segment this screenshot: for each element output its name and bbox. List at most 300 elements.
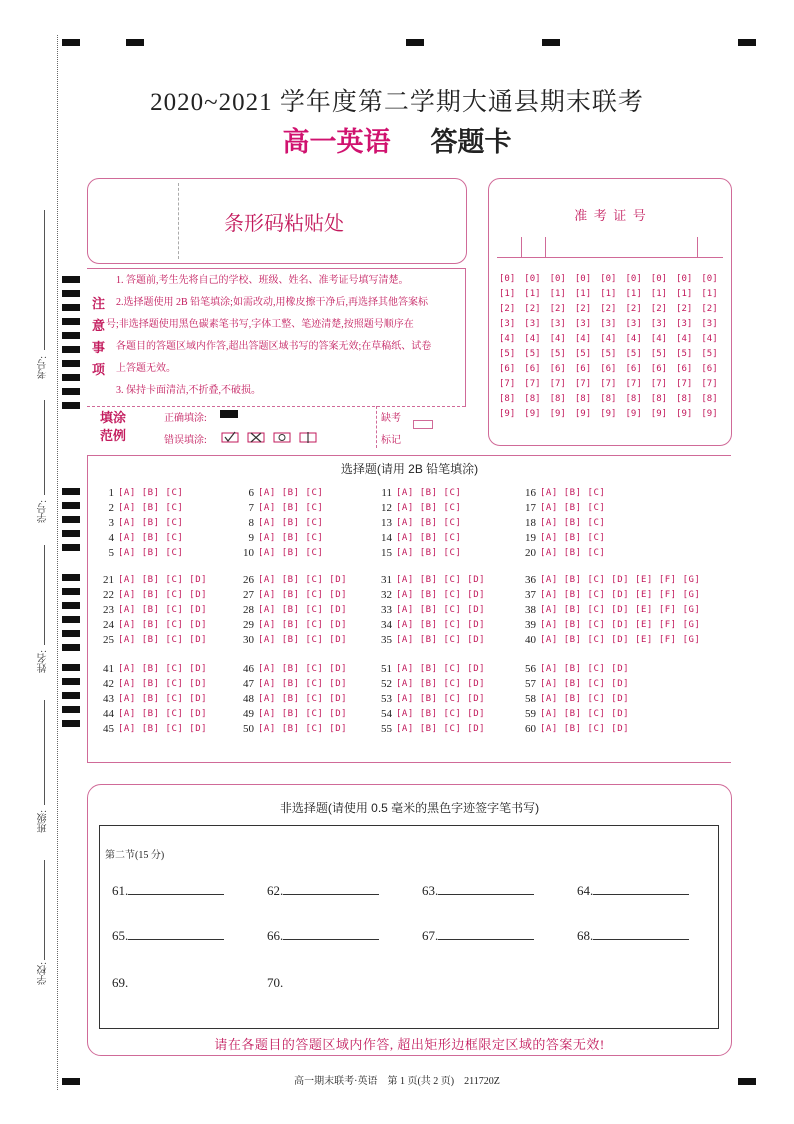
exam-id-bubble[interactable]: [6] bbox=[499, 364, 516, 374]
exam-id-bubble[interactable]: [4] bbox=[676, 334, 693, 344]
answer-bubble[interactable]: [D] bbox=[611, 678, 630, 689]
answer-bubble[interactable]: [D] bbox=[611, 723, 630, 734]
exam-id-bubble[interactable]: [0] bbox=[701, 274, 718, 284]
answer-bubble[interactable]: [C] bbox=[443, 723, 462, 734]
answer-bubble[interactable]: [D] bbox=[467, 678, 486, 689]
answer-bubble[interactable]: [G] bbox=[682, 634, 701, 645]
answer-bubble[interactable]: [B] bbox=[419, 589, 438, 600]
answer-bubble[interactable]: [A] bbox=[396, 517, 414, 528]
answer-bubble[interactable]: [B] bbox=[141, 517, 160, 528]
answer-bubble[interactable]: [A] bbox=[118, 619, 136, 630]
exam-id-bubble[interactable]: [3] bbox=[676, 319, 693, 329]
answer-bubble[interactable]: [B] bbox=[281, 708, 300, 719]
exam-id-bubble[interactable]: [1] bbox=[524, 289, 541, 299]
answer-bubble[interactable]: [B] bbox=[563, 547, 582, 558]
exam-id-bubble[interactable]: [7] bbox=[499, 379, 516, 389]
exam-id-bubble[interactable]: [5] bbox=[701, 349, 718, 359]
exam-id-bubble[interactable]: [8] bbox=[701, 394, 718, 404]
answer-bubble[interactable]: [C] bbox=[305, 487, 324, 498]
answer-bubble[interactable]: [B] bbox=[563, 663, 582, 674]
exam-id-bubble[interactable]: [0] bbox=[499, 274, 516, 284]
answer-bubble[interactable]: [A] bbox=[258, 604, 276, 615]
exam-id-bubble[interactable]: [6] bbox=[676, 364, 693, 374]
exam-id-bubble[interactable]: [3] bbox=[499, 319, 516, 329]
answer-bubble[interactable]: [C] bbox=[305, 502, 324, 513]
exam-id-bubble[interactable]: [4] bbox=[650, 334, 668, 344]
answer-bubble[interactable]: [B] bbox=[141, 532, 160, 543]
answer-bubble[interactable]: [B] bbox=[281, 604, 300, 615]
exam-id-column[interactable] bbox=[651, 272, 671, 422]
answer-bubble[interactable]: [D] bbox=[189, 663, 208, 674]
answer-bubble[interactable]: [C] bbox=[443, 604, 462, 615]
answer-bubble[interactable]: [C] bbox=[587, 502, 606, 513]
answer-bubble[interactable]: [D] bbox=[189, 693, 208, 704]
answer-bubble[interactable]: [C] bbox=[587, 589, 606, 600]
exam-id-bubble[interactable]: [3] bbox=[574, 319, 592, 329]
answer-bubble[interactable]: [C] bbox=[443, 678, 462, 689]
exam-id-bubble[interactable]: [1] bbox=[600, 289, 617, 299]
answer-bubble[interactable]: [C] bbox=[165, 723, 184, 734]
exam-id-bubble[interactable]: [3] bbox=[600, 319, 617, 329]
answer-bubble[interactable]: [A] bbox=[396, 723, 414, 734]
answer-bubble[interactable]: [A] bbox=[258, 589, 276, 600]
exam-id-bubble[interactable]: [4] bbox=[574, 334, 592, 344]
exam-id-bubble[interactable]: [4] bbox=[524, 334, 541, 344]
answer-bubble[interactable]: [D] bbox=[467, 619, 486, 630]
exam-id-bubble[interactable]: [9] bbox=[650, 409, 668, 419]
exam-id-bubble[interactable]: [7] bbox=[549, 379, 566, 389]
exam-id-bubble[interactable]: [0] bbox=[600, 274, 617, 284]
answer-bubble[interactable]: [C] bbox=[305, 547, 324, 558]
answer-bubble[interactable]: [B] bbox=[281, 589, 300, 600]
exam-id-bubble[interactable]: [3] bbox=[701, 319, 718, 329]
exam-id-column[interactable] bbox=[701, 272, 721, 422]
answer-bubble[interactable]: [B] bbox=[281, 619, 300, 630]
exam-id-bubble[interactable]: [3] bbox=[625, 319, 642, 329]
answer-bubble[interactable]: [B] bbox=[281, 678, 300, 689]
answer-bubble[interactable]: [D] bbox=[329, 678, 348, 689]
exam-id-bubble[interactable]: [9] bbox=[549, 409, 566, 419]
answer-bubble[interactable]: [A] bbox=[540, 487, 558, 498]
exam-id-bubble[interactable]: [2] bbox=[524, 304, 541, 314]
answer-bubble[interactable]: [A] bbox=[118, 693, 136, 704]
answer-bubble[interactable]: [B] bbox=[563, 517, 582, 528]
answer-bubble[interactable]: [D] bbox=[611, 693, 630, 704]
answer-bubble[interactable]: [D] bbox=[329, 723, 348, 734]
answer-bubble[interactable]: [B] bbox=[141, 619, 160, 630]
answer-bubble[interactable]: [B] bbox=[563, 619, 582, 630]
answer-bubble[interactable]: [D] bbox=[329, 708, 348, 719]
exam-id-column[interactable] bbox=[524, 272, 544, 422]
answer-bubble[interactable]: [C] bbox=[587, 634, 606, 645]
exam-id-bubble[interactable]: [5] bbox=[676, 349, 693, 359]
answer-bubble[interactable]: [B] bbox=[141, 708, 160, 719]
answer-bubble[interactable]: [D] bbox=[189, 723, 208, 734]
answer-bubble[interactable]: [D] bbox=[467, 574, 486, 585]
exam-id-bubble[interactable]: [6] bbox=[650, 364, 668, 374]
answer-bubble[interactable]: [A] bbox=[258, 487, 276, 498]
answer-bubble[interactable]: [A] bbox=[258, 723, 276, 734]
answer-bubble[interactable]: [C] bbox=[587, 547, 606, 558]
exam-id-bubble[interactable]: [7] bbox=[625, 379, 642, 389]
answer-bubble[interactable]: [B] bbox=[281, 634, 300, 645]
answer-bubble[interactable]: [A] bbox=[258, 634, 276, 645]
answer-bubble[interactable]: [B] bbox=[141, 502, 160, 513]
answer-bubble[interactable]: [C] bbox=[165, 574, 184, 585]
answer-bubble[interactable]: [A] bbox=[540, 723, 558, 734]
answer-bubble[interactable]: [B] bbox=[141, 589, 160, 600]
exam-id-bubble[interactable]: [9] bbox=[676, 409, 693, 419]
exam-id-bubble[interactable]: [1] bbox=[625, 289, 642, 299]
exam-id-bubble[interactable]: [0] bbox=[676, 274, 693, 284]
exam-id-entry-row[interactable] bbox=[497, 237, 723, 258]
exam-id-bubble[interactable]: [2] bbox=[676, 304, 693, 314]
answer-bubble[interactable]: [B] bbox=[419, 678, 438, 689]
exam-id-bubble[interactable]: [7] bbox=[574, 379, 592, 389]
answer-bubble[interactable]: [D] bbox=[189, 708, 208, 719]
answer-bubble[interactable]: [A] bbox=[118, 574, 136, 585]
exam-id-bubble[interactable]: [9] bbox=[701, 409, 718, 419]
exam-id-bubble[interactable]: [2] bbox=[574, 304, 592, 314]
answer-bubble[interactable]: [B] bbox=[141, 487, 160, 498]
exam-id-column[interactable] bbox=[626, 272, 646, 422]
answer-bubble[interactable]: [C] bbox=[165, 678, 184, 689]
answer-bubble[interactable]: [B] bbox=[419, 487, 438, 498]
answer-bubble[interactable]: [C] bbox=[305, 663, 324, 674]
answer-blank[interactable] bbox=[593, 926, 689, 940]
exam-id-bubble[interactable]: [4] bbox=[600, 334, 617, 344]
answer-bubble[interactable]: [C] bbox=[305, 619, 324, 630]
answer-bubble[interactable]: [A] bbox=[118, 589, 136, 600]
answer-bubble[interactable]: [A] bbox=[396, 693, 414, 704]
answer-bubble[interactable]: [A] bbox=[118, 487, 136, 498]
answer-bubble[interactable]: [D] bbox=[467, 604, 486, 615]
answer-bubble[interactable]: [A] bbox=[540, 708, 558, 719]
exam-id-bubble[interactable]: [1] bbox=[499, 289, 516, 299]
answer-bubble[interactable]: [A] bbox=[258, 619, 276, 630]
exam-id-bubble[interactable]: [2] bbox=[625, 304, 642, 314]
answer-bubble[interactable]: [A] bbox=[396, 532, 414, 543]
answer-bubble[interactable]: [A] bbox=[258, 678, 276, 689]
answer-bubble[interactable]: [D] bbox=[467, 723, 486, 734]
answer-bubble[interactable]: [C] bbox=[165, 663, 184, 674]
answer-bubble[interactable]: [A] bbox=[396, 487, 414, 498]
answer-bubble[interactable]: [D] bbox=[329, 634, 348, 645]
exam-id-bubble[interactable]: [0] bbox=[524, 274, 541, 284]
answer-bubble[interactable]: [C] bbox=[587, 693, 606, 704]
answer-bubble[interactable]: [E] bbox=[635, 634, 653, 645]
exam-id-bubble[interactable]: [0] bbox=[549, 274, 566, 284]
answer-bubble[interactable]: [C] bbox=[165, 634, 184, 645]
answer-bubble[interactable]: [A] bbox=[258, 663, 276, 674]
answer-bubble[interactable]: [A] bbox=[258, 532, 276, 543]
exam-id-bubble[interactable]: [9] bbox=[499, 409, 516, 419]
answer-bubble[interactable]: [D] bbox=[189, 604, 208, 615]
answer-blank[interactable] bbox=[283, 926, 379, 940]
answer-bubble[interactable]: [A] bbox=[540, 663, 558, 674]
answer-bubble[interactable]: [A] bbox=[258, 502, 276, 513]
exam-id-bubble[interactable]: [1] bbox=[549, 289, 566, 299]
exam-id-column[interactable] bbox=[499, 272, 519, 422]
exam-id-column[interactable] bbox=[550, 272, 570, 422]
answer-bubble[interactable]: [B] bbox=[419, 663, 438, 674]
answer-bubble[interactable]: [B] bbox=[419, 708, 438, 719]
answer-bubble[interactable]: [C] bbox=[587, 532, 606, 543]
answer-bubble[interactable]: [C] bbox=[443, 693, 462, 704]
answer-bubble[interactable]: [C] bbox=[443, 634, 462, 645]
answer-bubble[interactable]: [B] bbox=[141, 693, 160, 704]
answer-bubble[interactable]: [D] bbox=[329, 619, 348, 630]
exam-id-bubble[interactable]: [5] bbox=[524, 349, 541, 359]
answer-bubble[interactable]: [A] bbox=[396, 502, 414, 513]
answer-bubble[interactable]: [C] bbox=[165, 502, 184, 513]
answer-bubble[interactable]: [C] bbox=[587, 604, 606, 615]
answer-bubble[interactable]: [A] bbox=[118, 634, 136, 645]
exam-id-bubble[interactable]: [2] bbox=[499, 304, 516, 314]
answer-bubble[interactable]: [A] bbox=[396, 589, 414, 600]
answer-bubble[interactable]: [A] bbox=[258, 547, 276, 558]
answer-bubble[interactable]: [C] bbox=[305, 634, 324, 645]
answer-bubble[interactable]: [A] bbox=[118, 723, 136, 734]
answer-bubble[interactable]: [B] bbox=[419, 502, 438, 513]
answer-bubble[interactable]: [B] bbox=[419, 532, 438, 543]
answer-bubble[interactable]: [C] bbox=[587, 487, 606, 498]
answer-bubble[interactable]: [B] bbox=[141, 547, 160, 558]
exam-id-bubble[interactable]: [0] bbox=[650, 274, 668, 284]
answer-bubble[interactable]: [C] bbox=[443, 532, 462, 543]
exam-id-bubble[interactable]: [9] bbox=[524, 409, 541, 419]
answer-bubble[interactable]: [B] bbox=[141, 604, 160, 615]
exam-id-bubble[interactable]: [5] bbox=[574, 349, 592, 359]
answer-bubble[interactable]: [F] bbox=[658, 574, 677, 585]
answer-blank[interactable] bbox=[128, 881, 224, 895]
exam-id-bubble[interactable]: [8] bbox=[499, 394, 516, 404]
exam-id-bubble[interactable]: [8] bbox=[625, 394, 642, 404]
answer-bubble[interactable]: [D] bbox=[329, 574, 348, 585]
answer-bubble[interactable]: [D] bbox=[467, 693, 486, 704]
answer-bubble[interactable]: [D] bbox=[611, 619, 630, 630]
answer-bubble[interactable]: [B] bbox=[563, 634, 582, 645]
answer-bubble[interactable]: [A] bbox=[396, 663, 414, 674]
answer-bubble[interactable]: [G] bbox=[682, 574, 701, 585]
answer-bubble[interactable]: [C] bbox=[587, 574, 606, 585]
answer-bubble[interactable]: [D] bbox=[611, 708, 630, 719]
answer-bubble[interactable]: [A] bbox=[396, 634, 414, 645]
answer-bubble[interactable]: [A] bbox=[118, 663, 136, 674]
answer-bubble[interactable]: [C] bbox=[165, 693, 184, 704]
answer-bubble[interactable]: [C] bbox=[443, 487, 462, 498]
answer-bubble[interactable]: [F] bbox=[658, 604, 677, 615]
answer-bubble[interactable]: [A] bbox=[540, 678, 558, 689]
answer-bubble[interactable]: [A] bbox=[118, 547, 136, 558]
answer-bubble[interactable]: [A] bbox=[258, 708, 276, 719]
answer-bubble[interactable]: [D] bbox=[189, 619, 208, 630]
answer-bubble[interactable]: [C] bbox=[443, 619, 462, 630]
answer-bubble[interactable]: [B] bbox=[563, 604, 582, 615]
answer-bubble[interactable]: [B] bbox=[281, 723, 300, 734]
answer-bubble[interactable]: [G] bbox=[682, 604, 701, 615]
exam-id-bubble[interactable]: [2] bbox=[650, 304, 668, 314]
answer-bubble[interactable]: [G] bbox=[682, 589, 701, 600]
answer-bubble[interactable]: [A] bbox=[118, 517, 136, 528]
answer-bubble[interactable]: [A] bbox=[118, 604, 136, 615]
answer-bubble[interactable]: [D] bbox=[611, 634, 630, 645]
answer-bubble[interactable]: [A] bbox=[258, 574, 276, 585]
answer-bubble[interactable]: [D] bbox=[329, 663, 348, 674]
answer-blank[interactable] bbox=[128, 926, 224, 940]
answer-bubble[interactable]: [A] bbox=[540, 547, 558, 558]
answer-bubble[interactable]: [C] bbox=[305, 517, 324, 528]
answer-bubble[interactable]: [C] bbox=[587, 517, 606, 528]
answer-bubble[interactable]: [D] bbox=[611, 589, 630, 600]
exam-id-bubble[interactable]: [8] bbox=[600, 394, 617, 404]
answer-bubble[interactable]: [C] bbox=[305, 693, 324, 704]
absent-box[interactable] bbox=[413, 420, 433, 429]
exam-id-bubble[interactable]: [2] bbox=[549, 304, 566, 314]
exam-id-bubble[interactable]: [5] bbox=[600, 349, 617, 359]
answer-bubble[interactable]: [C] bbox=[305, 604, 324, 615]
answer-bubble[interactable]: [A] bbox=[540, 532, 558, 543]
answer-bubble[interactable]: [A] bbox=[258, 517, 276, 528]
answer-bubble[interactable]: [D] bbox=[329, 604, 348, 615]
answer-bubble[interactable]: [A] bbox=[118, 532, 136, 543]
answer-bubble[interactable]: [D] bbox=[467, 663, 486, 674]
exam-id-bubble[interactable]: [6] bbox=[524, 364, 541, 374]
answer-bubble[interactable]: [C] bbox=[443, 547, 462, 558]
answer-bubble[interactable]: [C] bbox=[165, 619, 184, 630]
answer-bubble[interactable]: [B] bbox=[563, 708, 582, 719]
exam-id-bubble[interactable]: [4] bbox=[701, 334, 718, 344]
exam-id-bubble[interactable]: [8] bbox=[574, 394, 592, 404]
answer-bubble[interactable]: [F] bbox=[658, 619, 677, 630]
answer-bubble[interactable]: [E] bbox=[635, 574, 653, 585]
answer-bubble[interactable]: [C] bbox=[305, 532, 324, 543]
answer-bubble[interactable]: [A] bbox=[540, 604, 558, 615]
answer-bubble[interactable]: [D] bbox=[611, 663, 630, 674]
exam-id-bubble[interactable]: [4] bbox=[499, 334, 516, 344]
answer-bubble[interactable]: [B] bbox=[419, 547, 438, 558]
answer-bubble[interactable]: [C] bbox=[587, 678, 606, 689]
exam-id-bubble[interactable]: [7] bbox=[650, 379, 668, 389]
answer-bubble[interactable]: [B] bbox=[563, 693, 582, 704]
answer-bubble[interactable]: [F] bbox=[658, 589, 677, 600]
exam-id-bubble[interactable]: [7] bbox=[524, 379, 541, 389]
exam-id-bubble[interactable]: [7] bbox=[701, 379, 718, 389]
exam-id-bubble[interactable]: [3] bbox=[650, 319, 668, 329]
answer-bubble[interactable]: [C] bbox=[587, 663, 606, 674]
exam-id-bubble[interactable]: [1] bbox=[650, 289, 668, 299]
exam-id-bubble[interactable]: [0] bbox=[625, 274, 642, 284]
answer-bubble[interactable]: [E] bbox=[635, 604, 653, 615]
answer-bubble[interactable]: [B] bbox=[563, 532, 582, 543]
answer-bubble[interactable]: [B] bbox=[563, 678, 582, 689]
answer-bubble[interactable]: [B] bbox=[141, 663, 160, 674]
answer-bubble[interactable]: [B] bbox=[281, 693, 300, 704]
exam-id-bubble[interactable]: [6] bbox=[600, 364, 617, 374]
answer-bubble[interactable]: [B] bbox=[281, 517, 300, 528]
exam-id-bubble[interactable]: [9] bbox=[574, 409, 592, 419]
exam-id-bubble[interactable]: [8] bbox=[524, 394, 541, 404]
answer-bubble[interactable]: [C] bbox=[305, 574, 324, 585]
answer-bubble[interactable]: [B] bbox=[281, 487, 300, 498]
exam-id-bubble[interactable]: [5] bbox=[650, 349, 668, 359]
answer-bubble[interactable]: [B] bbox=[141, 678, 160, 689]
answer-bubble[interactable]: [A] bbox=[118, 678, 136, 689]
answer-bubble[interactable]: [C] bbox=[587, 723, 606, 734]
exam-id-bubble[interactable]: [1] bbox=[574, 289, 592, 299]
answer-blank[interactable] bbox=[283, 881, 379, 895]
answer-bubble[interactable]: [C] bbox=[165, 708, 184, 719]
exam-id-bubble[interactable]: [8] bbox=[676, 394, 693, 404]
answer-bubble[interactable]: [B] bbox=[419, 634, 438, 645]
answer-bubble[interactable]: [C] bbox=[443, 502, 462, 513]
answer-bubble[interactable]: [C] bbox=[587, 708, 606, 719]
answer-bubble[interactable]: [C] bbox=[305, 678, 324, 689]
answer-bubble[interactable]: [A] bbox=[540, 589, 558, 600]
exam-id-bubble[interactable]: [5] bbox=[499, 349, 516, 359]
answer-bubble[interactable]: [G] bbox=[682, 619, 701, 630]
answer-bubble[interactable]: [D] bbox=[189, 678, 208, 689]
exam-id-bubble[interactable]: [2] bbox=[701, 304, 718, 314]
answer-bubble[interactable]: [D] bbox=[467, 708, 486, 719]
exam-id-bubble[interactable]: [8] bbox=[650, 394, 668, 404]
answer-bubble[interactable]: [B] bbox=[141, 723, 160, 734]
answer-bubble[interactable]: [A] bbox=[118, 708, 136, 719]
answer-bubble[interactable]: [C] bbox=[165, 547, 184, 558]
answer-bubble[interactable]: [A] bbox=[540, 619, 558, 630]
answer-bubble[interactable]: [C] bbox=[165, 487, 184, 498]
answer-bubble[interactable]: [B] bbox=[563, 723, 582, 734]
answer-bubble[interactable]: [D] bbox=[189, 634, 208, 645]
answer-bubble[interactable]: [B] bbox=[281, 547, 300, 558]
exam-id-bubble[interactable]: [9] bbox=[625, 409, 642, 419]
answer-bubble[interactable]: [C] bbox=[443, 589, 462, 600]
answer-bubble[interactable]: [B] bbox=[281, 663, 300, 674]
answer-bubble[interactable]: [C] bbox=[443, 708, 462, 719]
exam-id-bubble[interactable]: [6] bbox=[701, 364, 718, 374]
exam-id-bubble[interactable]: [6] bbox=[549, 364, 566, 374]
answer-bubble[interactable]: [B] bbox=[281, 532, 300, 543]
exam-id-bubble[interactable]: [1] bbox=[676, 289, 693, 299]
answer-bubble[interactable]: [D] bbox=[611, 604, 630, 615]
answer-bubble[interactable]: [C] bbox=[443, 517, 462, 528]
answer-bubble[interactable]: [C] bbox=[443, 574, 462, 585]
answer-bubble[interactable]: [B] bbox=[563, 487, 582, 498]
exam-id-column[interactable] bbox=[575, 272, 595, 422]
answer-bubble[interactable]: [A] bbox=[118, 502, 136, 513]
answer-bubble[interactable]: [A] bbox=[540, 634, 558, 645]
answer-bubble[interactable]: [C] bbox=[165, 604, 184, 615]
answer-bubble[interactable]: [C] bbox=[165, 532, 184, 543]
exam-id-bubble[interactable]: [4] bbox=[549, 334, 566, 344]
answer-bubble[interactable]: [A] bbox=[396, 678, 414, 689]
answer-bubble[interactable]: [B] bbox=[419, 693, 438, 704]
answer-bubble[interactable]: [B] bbox=[141, 634, 160, 645]
answer-bubble[interactable]: [C] bbox=[165, 589, 184, 600]
answer-bubble[interactable]: [B] bbox=[141, 574, 160, 585]
answer-bubble[interactable]: [B] bbox=[563, 589, 582, 600]
exam-id-bubble[interactable]: [2] bbox=[600, 304, 617, 314]
answer-bubble[interactable]: [D] bbox=[189, 574, 208, 585]
answer-bubble[interactable]: [F] bbox=[658, 634, 677, 645]
exam-id-bubble[interactable]: [0] bbox=[574, 274, 592, 284]
answer-bubble[interactable]: [E] bbox=[635, 619, 653, 630]
exam-id-bubble[interactable]: [7] bbox=[676, 379, 693, 389]
answer-bubble[interactable]: [B] bbox=[563, 574, 582, 585]
answer-bubble[interactable]: [B] bbox=[419, 604, 438, 615]
exam-id-bubble[interactable]: [4] bbox=[625, 334, 642, 344]
exam-id-bubble[interactable]: [6] bbox=[574, 364, 592, 374]
